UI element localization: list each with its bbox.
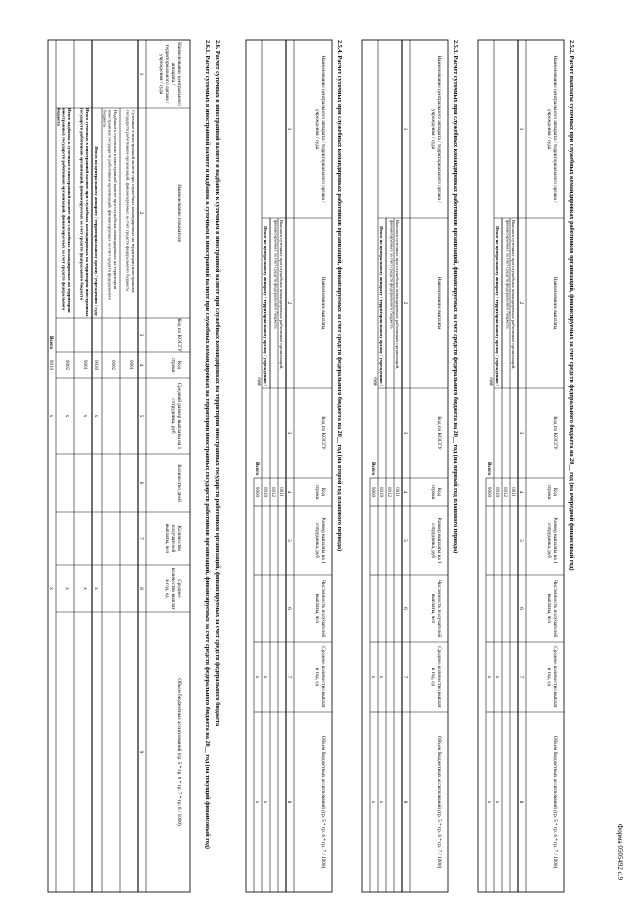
na-mark: х [494, 675, 500, 679]
row-code: 0019 [378, 487, 383, 497]
na-mark: х [370, 675, 376, 679]
column-number: 8 [286, 800, 292, 804]
column-header: Наименование центрального аппарата / территориального органа /учреждения / суда [546, 55, 558, 203]
na-mark: х [370, 800, 376, 804]
total-label: Всего [48, 336, 54, 349]
column-header: Наименование показателя [176, 184, 182, 242]
form-code: Форма 0505492 с.9 [616, 823, 624, 880]
column-number: 7 [138, 537, 144, 540]
column-header: Код по КОСГУ [176, 318, 182, 352]
section-2-5-2 [478, 40, 575, 892]
row-label: Суточные в иностранной валюте при служебных командировках на территории иностранныхгосударств работников организаций, финансируемых за счет средств федерального бюджета [125, 110, 136, 293]
column-header: Размер выплаты на 1сотрудника, руб [430, 517, 442, 564]
column-number: 8 [402, 800, 408, 804]
column-number: 6 [138, 481, 144, 485]
row-label: Выплата суточных при служебных командировках работников организаций,финансируемых за счет средств федерального бюджета [505, 220, 516, 370]
column-header: Среднее количество выплатв год, ед [546, 646, 558, 708]
column-number: 1 [286, 127, 292, 131]
column-number: 2 [518, 301, 524, 305]
column-number: 7 [402, 675, 408, 679]
na-mark: х [82, 414, 88, 418]
total-code: 9000 [370, 487, 375, 497]
row-code: 0002 [110, 360, 115, 370]
column-number: 2 [138, 211, 144, 215]
column-number: 5 [286, 539, 292, 542]
total-label: Всего [254, 462, 260, 475]
column-number: 8 [138, 587, 144, 590]
section-title: 2.5.2. Расчет выплаты суточных при служебных командировках работников организаций, финансируемых за счет средств федерального бюджета на 20__ год (на очередной финансовый год) [568, 40, 575, 571]
column-header: Кодстроки [170, 357, 182, 373]
column-number: 2 [286, 301, 292, 305]
total-code: 9000 [486, 487, 491, 497]
row-label: Выплата суточных при служебных командировках работников организаций,финансируемых за счет средств федерального бюджета [273, 220, 284, 370]
column-header: Объем бюджетных ассигнований (гр. 5 * гр. 6 * гр. 7 / 1000) [436, 735, 442, 869]
na-mark: х [48, 414, 54, 418]
section-2-5-3 [362, 40, 459, 892]
row-code: 0001 [128, 360, 133, 370]
total-code: 9000 [254, 487, 259, 497]
na-mark: х [254, 675, 260, 679]
subtotal-label: Итого по центральному аппарату / территориальному органу / учреждению /суду [257, 226, 268, 386]
column-header: Средний размер выплаты на 1сотрудника, руб [170, 382, 182, 450]
na-mark: х [64, 414, 70, 418]
na-mark: х [262, 800, 268, 804]
column-number: 1 [138, 72, 144, 76]
column-number: 5 [402, 539, 408, 542]
column-number: 3 [402, 431, 408, 435]
subtotal-label: Итого по центральному аппарату / территориальному органу / учреждению /суду [489, 226, 500, 386]
total-label: Всего [370, 462, 376, 475]
section-title: 2.6. Расчет суточных в иностранной валюте и надбавок к суточным в иностранной валюте при служебных командировках на территории иностранных государств работников организаций, финансируемых за счет средств федерального бюджета [214, 40, 221, 727]
subtotal-label: Итого по центральному аппарату / территориальному органу / учреждению /суду [373, 226, 384, 386]
column-header: Наименование выплаты [552, 276, 558, 330]
column-number: 7 [518, 675, 524, 679]
row-code: 0011 [510, 487, 515, 497]
row-code: 0019 [262, 487, 267, 497]
row-code: 0012 [270, 487, 275, 497]
na-mark: х [48, 587, 54, 590]
subtotal-code: 0030 [93, 360, 98, 370]
column-header: Среднее количество выплатв год, ед [314, 646, 326, 708]
row-label: Надбавки к суточным в иностранной валюте при служебных командировках на территориииностранных государств работников организаций, финансируемых за счет средств федеральногобюджета [102, 110, 118, 301]
column-number: 4 [518, 490, 524, 494]
na-mark: х [486, 800, 492, 804]
total-code: 9010 [48, 360, 53, 370]
column-header: Численность получателейвыплаты, чел [546, 579, 558, 638]
na-mark: х [494, 800, 500, 804]
na-mark: х [254, 800, 260, 804]
na-mark: х [64, 587, 70, 590]
total-row-label: Итого суточных в иностранной валюте при служебных командировках на территории иностранныхгосударств работников организаций, финансируемых за счет средств федерального бюджета [79, 108, 90, 317]
column-number: 4 [402, 490, 408, 494]
total-row-label: Итого надбавок к суточным в иностранной валюте при служебных командировках на территориииностранных государств работников организаций, финансируемых за счет средств федеральногобюджета [56, 108, 72, 313]
column-number: 5 [518, 539, 524, 542]
na-mark: х [93, 414, 99, 418]
column-header: Размер выплаты на 1сотрудника, руб [314, 517, 326, 564]
column-header: Среднее количество выплатв год, ед [430, 646, 442, 708]
column-number: 1 [518, 127, 524, 131]
column-number: 2 [402, 301, 408, 305]
column-number: 4 [286, 490, 292, 494]
column-header: Количество дней [176, 464, 182, 502]
na-mark: х [262, 675, 268, 679]
na-mark: х [486, 675, 492, 679]
column-header: Кодстроки [546, 484, 558, 500]
column-number: 3 [518, 431, 524, 435]
column-number: 1 [402, 127, 408, 131]
column-number: 9 [138, 750, 144, 754]
column-header: Код по КОСГУ [436, 416, 442, 450]
section-subtitle: 2.6.1. Расчет суточных в иностранной валюте и надбавок к суточным в иностранной валюте при служебных командировках на территории иностранных государств работников организаций, финансируемых за счет средств федерального бюджета на 20__ год (на текущий финансовый год) [204, 40, 211, 849]
column-header: Код по КОСГУ [552, 416, 558, 450]
column-header: Численность получателейвыплаты, чел [430, 579, 442, 638]
column-number: 6 [402, 607, 408, 610]
row-code: 0012 [386, 487, 391, 497]
row-code: 0011 [278, 487, 283, 497]
section-2-6 [48, 40, 221, 892]
column-header: Наименование центральногоаппарата /территориального органа /учреждения / суда [158, 42, 182, 106]
column-header: Наименование центрального аппарата / территориального органа /учреждения / суда [314, 55, 326, 203]
column-number: 3 [286, 431, 292, 435]
column-number: 4 [138, 363, 144, 367]
column-header: Объем бюджетных ассигнований (гр. 5 * гр. 6 * гр. 7 / 1000) [552, 735, 558, 869]
na-mark: х [378, 675, 384, 679]
section-title: 2.5.4. Расчет суточных при служебных командировках работников организаций, финансируемых за счет средств федерального бюджета на 20__ год (на второй год планового периода) [336, 40, 343, 552]
column-header: Количествополучателейвыплаты, чел [164, 523, 182, 554]
total-row-code: 9001 [82, 360, 87, 370]
column-number: 3 [138, 333, 144, 337]
na-mark: х [93, 587, 99, 590]
column-header: Численность получателейвыплаты, чел [314, 579, 326, 638]
section-2-5-4 [246, 40, 343, 892]
column-number: 6 [518, 607, 524, 610]
column-header: Кодстроки [314, 484, 326, 500]
section-title: 2.5.3. Расчет суточных при служебных командировках работников организаций, финансируемых за счет средств федерального бюджета на 20__ год (на первый год планового периода) [452, 40, 459, 554]
row-label: Выплата суточных при служебных командировках работников организаций,финансируемых за счет средств федерального бюджета [389, 220, 400, 370]
column-header: Код по КОСГУ [320, 416, 326, 450]
row-code: 0019 [494, 487, 499, 497]
column-number: 5 [138, 414, 144, 418]
column-header: Наименование выплаты [436, 276, 442, 330]
column-number: 6 [286, 607, 292, 610]
column-header: Объем бюджетных ассигнований (гр. 5 * гр. 6 * гр. 7 * гр. 8 / 1000) [176, 678, 182, 826]
total-label: Всего [486, 462, 492, 475]
na-mark: х [82, 587, 88, 590]
column-header: Среднееколичество выплатв год, ед [164, 567, 182, 610]
na-mark: х [378, 800, 384, 804]
column-number: 7 [286, 675, 292, 679]
column-header: Объем бюджетных ассигнований (гр. 5 * гр. 6 * гр. 7 / 1000) [320, 735, 326, 869]
column-header: Наименование выплаты [320, 276, 326, 330]
column-header: Размер выплаты на 1сотрудника, руб [546, 517, 558, 564]
column-header: Наименование центрального аппарата / территориального органа /учреждения / суда [430, 55, 442, 203]
total-row-code: 9002 [64, 360, 69, 370]
row-code: 0012 [502, 487, 507, 497]
column-header: Кодстроки [430, 484, 442, 500]
column-number: 8 [518, 800, 524, 804]
row-code: 0011 [394, 487, 399, 497]
subtotal-label: Итого по центральному аппарату / территориальному органу / учреждению / суду [94, 146, 99, 316]
